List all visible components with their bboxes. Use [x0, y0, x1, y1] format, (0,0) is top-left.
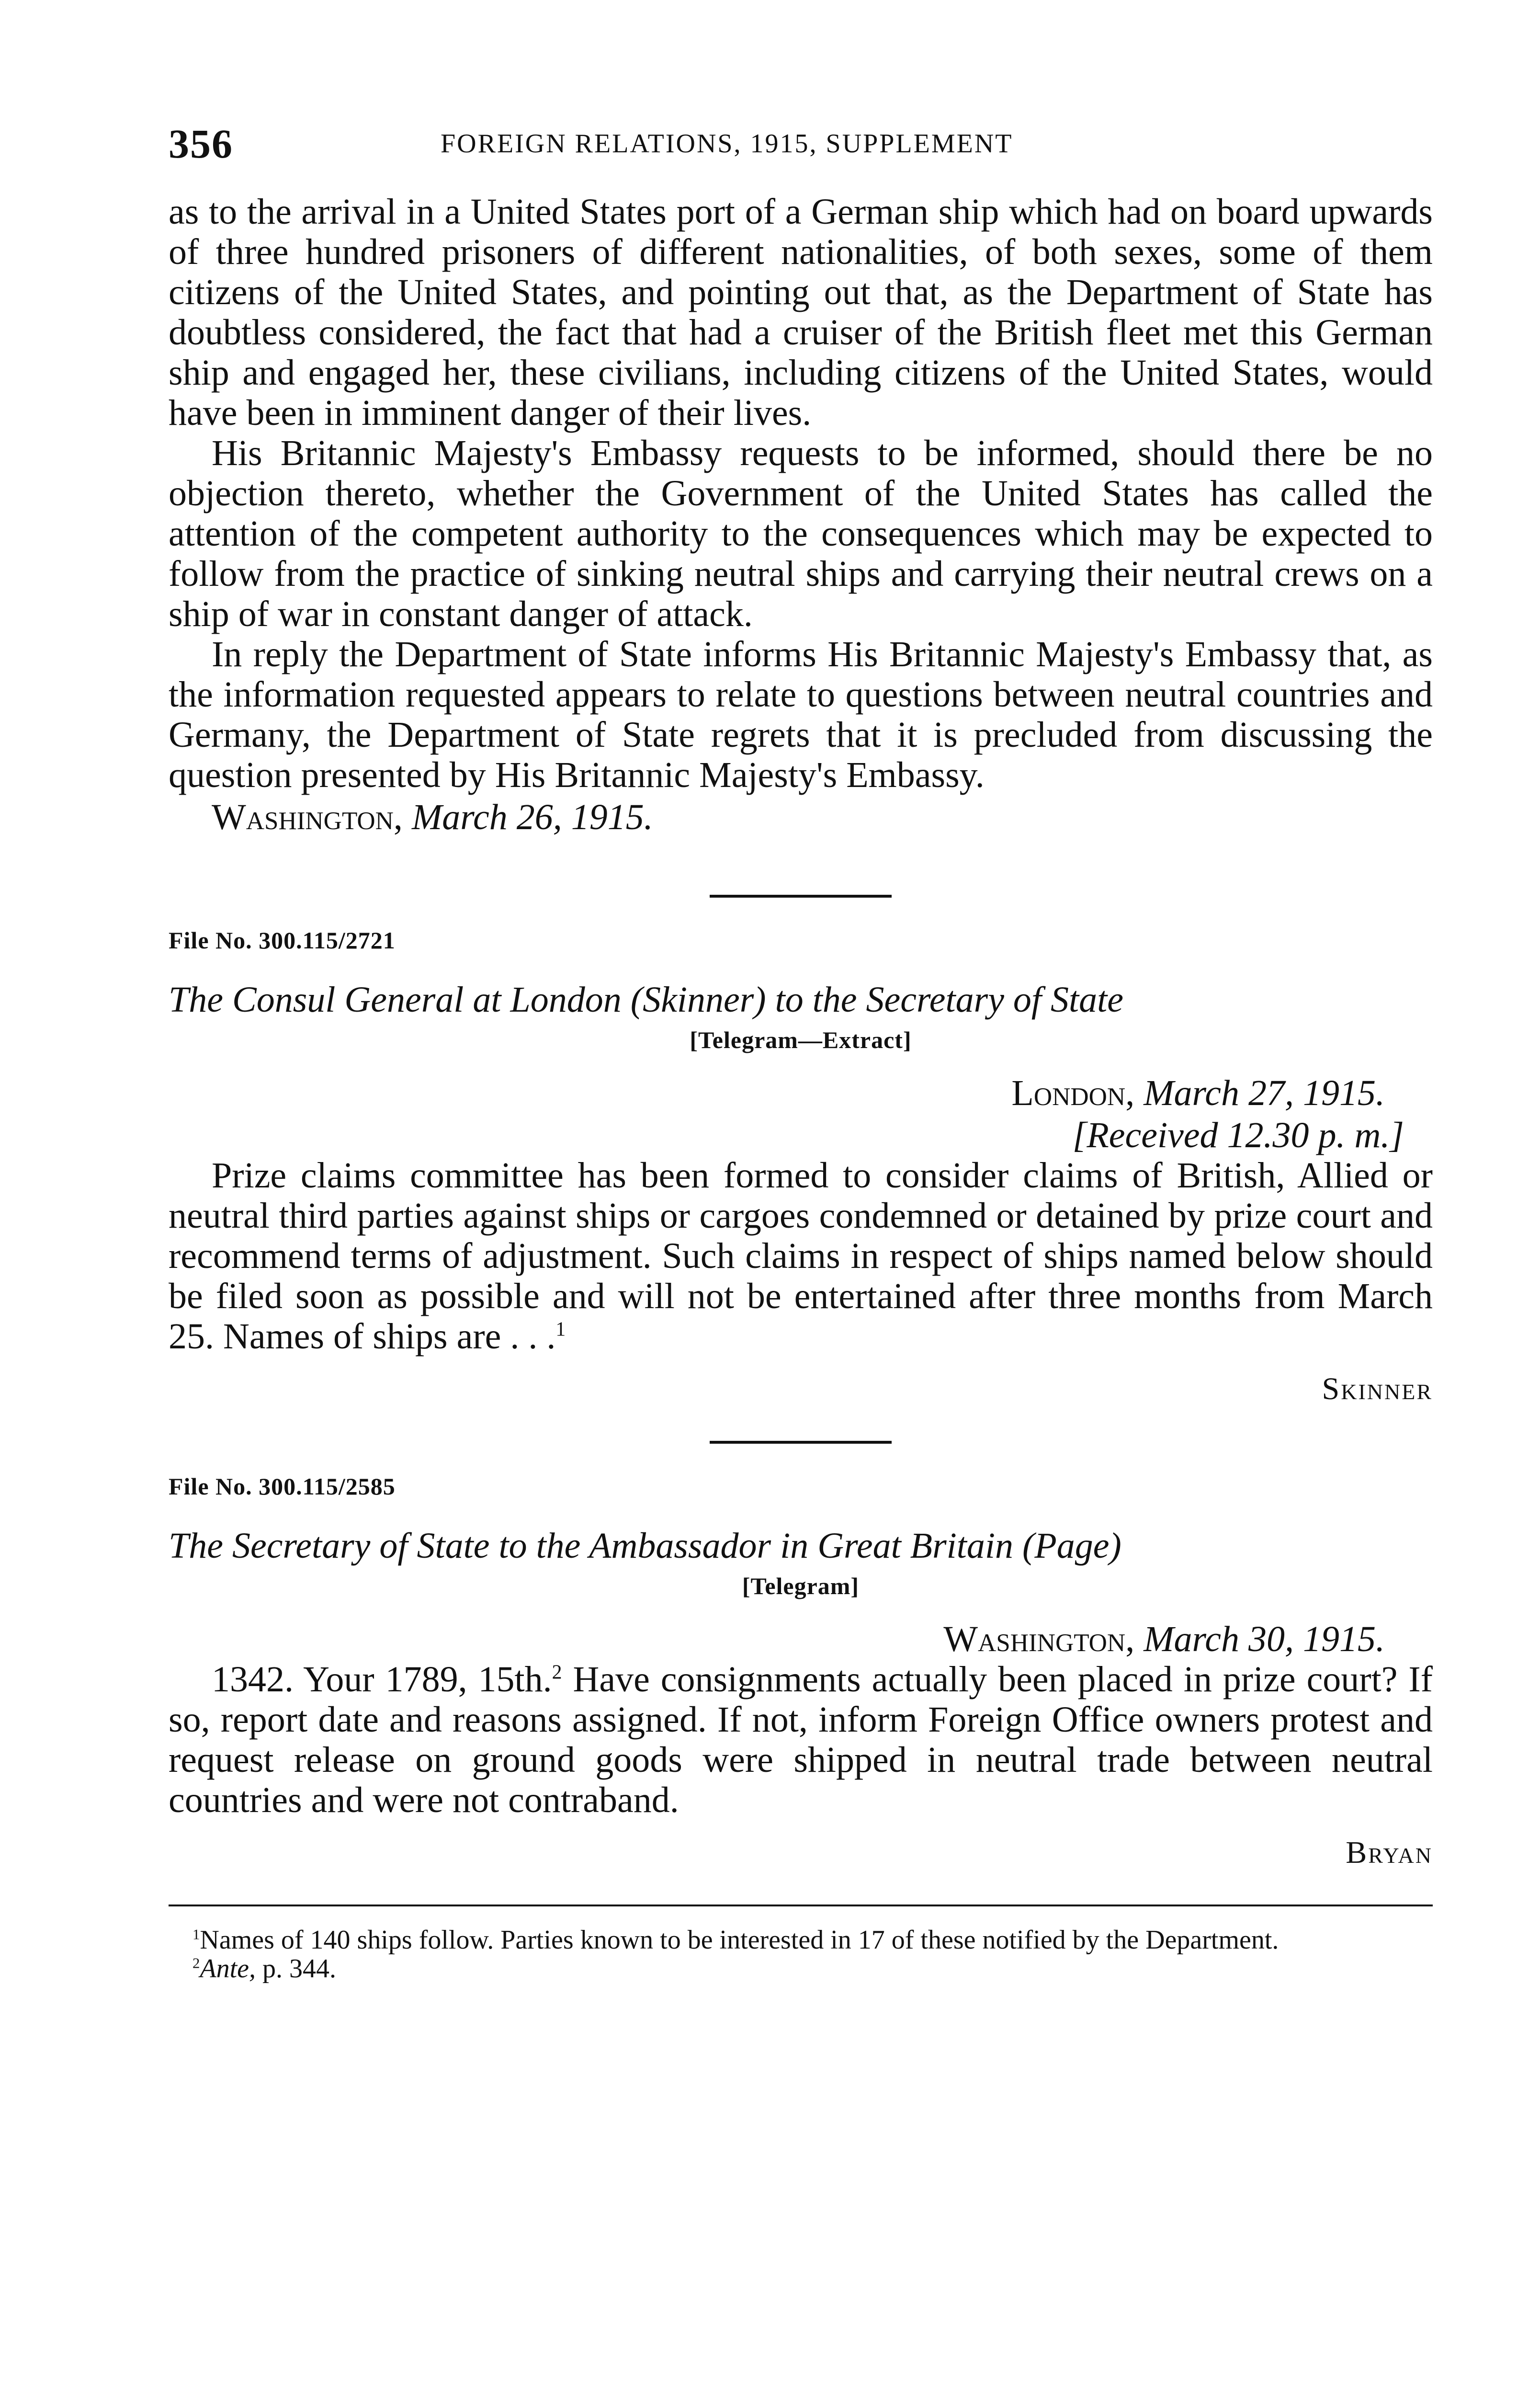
document-title: The Secretary of State to the Ambassador in Great Britain (Page) — [169, 1526, 1121, 1566]
footnote-rule — [169, 1905, 1433, 1906]
body-text: 1342. Your 1789, 15th. — [212, 1659, 552, 1699]
footnote — [169, 1954, 1433, 1983]
footnote-marker: 1 — [192, 1926, 200, 1943]
document-title: The Consul General at London (Skinner) to the Secretary of State — [169, 980, 1123, 1020]
received-note: [Received 12.30 p. m.] — [1072, 1115, 1404, 1155]
file-number: File No. 300.115/2585 — [169, 1473, 396, 1500]
dateline-date: March 26, 1915. — [411, 797, 653, 837]
section-divider — [710, 1441, 892, 1444]
dateline-date: March 30, 1915. — [1144, 1619, 1385, 1659]
body-paragraph: His Britannic Majesty's Embassy requests to be informed, should there be no objection thereto, whether the Government of the United States has called the attention of the competent authority to the consequences which may be expected to follow from the practice of sinking neutral ships and carrying their neutral crews on a ship of war in constant danger of attack. — [169, 433, 1433, 634]
document-type: [Telegram] — [742, 1573, 860, 1599]
dateline-date: March 27, 1915. — [1144, 1073, 1385, 1113]
footnote-reference: 2 — [552, 1661, 562, 1684]
page-number: 356 — [169, 121, 233, 167]
section-divider — [710, 895, 892, 898]
body-paragraph: as to the arrival in a United States port of a German ship which had on board upwards of three hundred prisoners of different nationalities, of both sexes, some of them citizens of the United States, and pointing out that, as the Department of State has doubtless considered, the fact that had a cruiser of the British fleet met this German ship and engaged her, these civilians, including citizens of the United States, would have been in imminent danger of their lives. — [169, 192, 1433, 433]
dateline — [169, 1073, 1433, 1113]
footnote-marker: 2 — [192, 1955, 200, 1972]
dateline-place: Washington, — [943, 1619, 1135, 1659]
running-title: FOREIGN RELATIONS, 1915, SUPPLEMENT — [441, 129, 1013, 159]
body-paragraph — [169, 1155, 1433, 1357]
document-page — [169, 120, 1433, 1983]
file-number: File No. 300.115/2721 — [169, 927, 396, 954]
footnote-reference: 1 — [555, 1318, 566, 1341]
body-paragraph: In reply the Department of State informs His Britannic Majesty's Embassy that, as the information requested appears to relate to questions between neutral countries and Germany, the Department of State regrets that it is precluded from discussing the question presented by His Britannic Majesty's Embassy. — [169, 634, 1433, 795]
document-type: [Telegram—Extract] — [690, 1026, 912, 1053]
body-text: Have consignments actually been placed in prize court? If so, report date and reasons assigned. If not, inform Foreign Office owners protest and request release on ground goods were shipped in neutral trade between neutral countries and were not contraband. — [169, 1659, 1433, 1820]
footnote — [169, 1926, 1433, 1954]
dateline — [169, 1619, 1433, 1659]
footnote-text: Names of 140 ships follow. Parties known to be interested in 17 of these notified by the Department. — [200, 1925, 1279, 1955]
footnote-text-italic: Ante, — [200, 1954, 256, 1984]
dateline-place: London, — [1011, 1073, 1135, 1113]
signature: Skinner — [1322, 1371, 1433, 1406]
dateline-place: Washington, — [212, 797, 403, 837]
signature: Bryan — [1346, 1835, 1433, 1870]
dateline — [169, 797, 1433, 837]
body-text: Prize claims committee has been formed to consider claims of British, Allied or neutral third parties against ships or cargoes condemned or detained by prize court and recommend terms of adjustment. Such claims in respect of ships named below should be filed soon as possible and will not be entertained after three months from March 25. Names of ships are . . . — [169, 1155, 1433, 1357]
running-head — [169, 120, 1433, 172]
body-paragraph — [169, 1659, 1433, 1820]
footnote-text: p. 344. — [256, 1954, 337, 1984]
